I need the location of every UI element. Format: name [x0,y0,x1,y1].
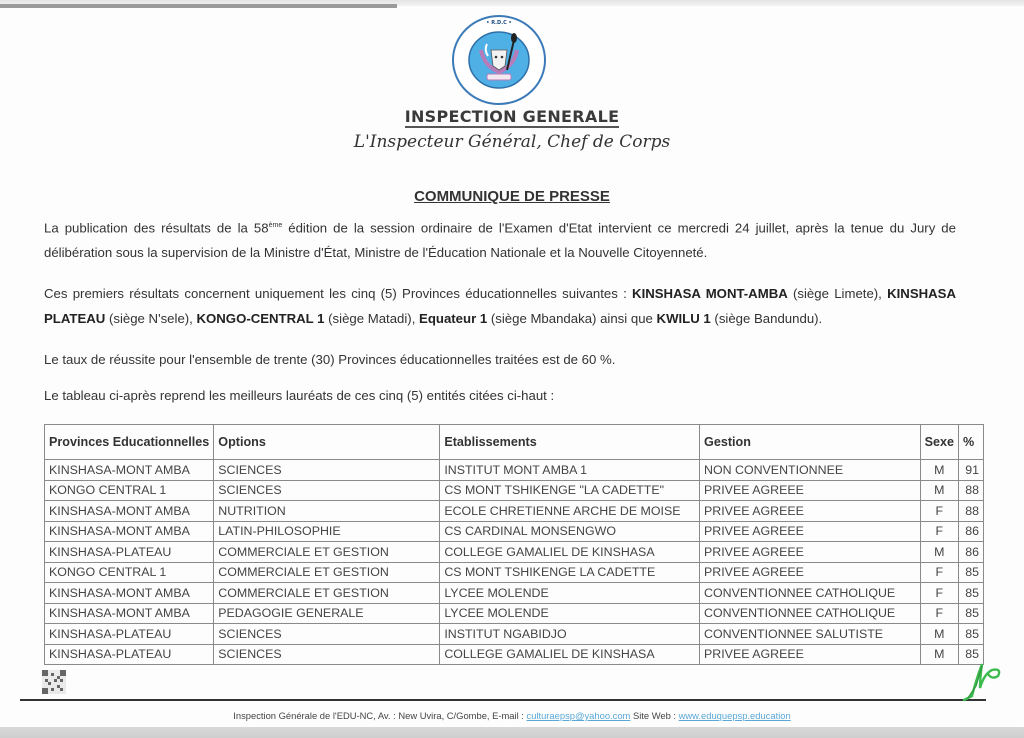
cell-etablissement: LYCEE MOLENDE [440,583,700,604]
inspection-title: INSPECTION GENERALE [404,107,620,126]
header-etablissements: Etablissements [440,425,700,460]
cell-gestion: PRIVEE AGREEE [700,644,921,665]
table-row [45,624,984,645]
cell-option: NUTRITION [214,501,440,522]
cell-sexe: M [920,460,958,481]
cell-province: KINSHASA-MONT AMBA [45,501,214,522]
footer-contact: Inspection Générale de l'EDU-NC, Av. : New Uvira, C/Gombe, E-mail : culturaepsp@yahoo.com Site Web : www.eduquepsp.education [233,710,791,721]
cell-sexe: F [920,521,958,542]
cell-sexe: M [920,542,958,563]
cell-percent: 85 [959,562,984,583]
cell-gestion: PRIVEE AGREEE [700,480,921,501]
cell-province: KINSHASA-MONT AMBA [45,583,214,604]
cell-province: KINSHASA-MONT AMBA [45,521,214,542]
cell-etablissement: COLLEGE GAMALIEL DE KINSHASA [440,542,700,563]
cell-province: KINSHASA-PLATEAU [45,644,214,665]
bottom-edge [0,727,1024,738]
table-row [45,644,984,665]
cell-etablissement: INSTITUT NGABIDJO [440,624,700,645]
cell-province: KINSHASA-MONT AMBA [45,460,214,481]
footer-divider [20,699,986,701]
cell-percent: 91 [959,460,984,481]
cell-percent: 88 [959,480,984,501]
website-link[interactable]: www.eduquepsp.education [678,710,791,721]
cell-etablissement: CS CARDINAL MONSENGWO [440,521,700,542]
cell-province: KONGO CENTRAL 1 [45,562,214,583]
cell-option: SCIENCES [214,644,440,665]
press-release-title: COMMUNIQUE DE PRESSE [414,188,610,205]
svg-text:• R.D.C •: • R.D.C • [486,20,512,26]
cell-option: COMMERCIALE ET GESTION [214,542,440,563]
cell-province: KINSHASA-PLATEAU [45,542,214,563]
paragraph-success-rate: Le taux de réussite pour l'ensemble de trente (30) Provinces éducationnelles traitées est de 60 %. [44,352,616,367]
cell-percent: 85 [959,603,984,624]
cell-sexe: F [920,583,958,604]
table-header-row [45,425,984,460]
email-link[interactable]: culturaepsp@yahoo.com [526,710,631,721]
cell-option: COMMERCIALE ET GESTION [214,562,440,583]
paragraph-publication: La publication des résultats de la 58ème édition de la session ordinaire de l'Examen d'Etat intervient ce mercredi 24 juillet, après la tenue du Jury de délibération sous la supervision de la Ministre d'État, Ministre de l'Éducation Nationale et la Nouvelle Citoyenneté. [44,220,956,261]
inspector-subtitle: L'Inspecteur Général, Chef de Corps [353,132,671,152]
table-row [45,521,984,542]
cell-province: KINSHASA-PLATEAU [45,624,214,645]
cell-etablissement: CS MONT TSHIKENGE "LA CADETTE" [440,480,700,501]
laureates-table [44,424,984,665]
cell-option: SCIENCES [214,480,440,501]
qr-code-icon [42,670,66,694]
cell-gestion: PRIVEE AGREEE [700,501,921,522]
table-row [45,603,984,624]
cell-option: LATIN-PHILOSOPHIE [214,521,440,542]
paragraph-provinces: Ces premiers résultats concernent uniquement les cinq (5) Provinces éducationnelles suivantes : KINSHASA MONT-AMBA (siège Limete), KINSHASA PLATEAU (siège N'sele), KONGO-CENTRAL 1 (siège Matadi), Equateur 1 (siège Mbandaka) ainsi que KWILU 1 (siège Bandundu). [44,286,956,326]
top-edge [0,0,1024,6]
paragraph-table-intro: Le tableau ci-après reprend les meilleurs lauréats de ces cinq (5) entités citées ci-haut : [44,388,555,403]
header-provinces: Provinces Educationnelles [45,425,214,460]
table-row [45,480,984,501]
cell-gestion: PRIVEE AGREEE [700,521,921,542]
cell-sexe: M [920,644,958,665]
cell-gestion: CONVENTIONNEE SALUTISTE [700,624,921,645]
cell-sexe: M [920,624,958,645]
cell-gestion: CONVENTIONNEE CATHOLIQUE [700,583,921,604]
table-row [45,583,984,604]
cell-percent: 85 [959,583,984,604]
header-percent: % [959,425,984,460]
cell-sexe: F [920,562,958,583]
cell-gestion: CONVENTIONNEE CATHOLIQUE [700,603,921,624]
cell-gestion: PRIVEE AGREEE [700,542,921,563]
cell-etablissement: INSTITUT MONT AMBA 1 [440,460,700,481]
cell-option: PEDAGOGIE GENERALE [214,603,440,624]
cell-percent: 86 [959,521,984,542]
table-row [45,562,984,583]
cell-etablissement: ECOLE CHRETIENNE ARCHE DE MOISE [440,501,700,522]
cell-etablissement: COLLEGE GAMALIEL DE KINSHASA [440,644,700,665]
table-row [45,460,984,481]
table-row [45,542,984,563]
cell-percent: 86 [959,542,984,563]
header-gestion: Gestion [700,425,921,460]
cell-percent: 85 [959,644,984,665]
cell-etablissement: CS MONT TSHIKENGE LA CADETTE [440,562,700,583]
ministry-seal-logo [451,14,547,106]
cell-sexe: F [920,501,958,522]
cell-option: SCIENCES [214,460,440,481]
table-row [45,501,984,522]
header-sexe: Sexe [920,425,958,460]
cell-option: SCIENCES [214,624,440,645]
handwritten-signature [958,656,1008,704]
cell-sexe: M [920,480,958,501]
cell-province: KINSHASA-MONT AMBA [45,603,214,624]
cell-gestion: PRIVEE AGREEE [700,562,921,583]
cell-etablissement: LYCEE MOLENDE [440,603,700,624]
cell-gestion: NON CONVENTIONNEE [700,460,921,481]
cell-percent: 85 [959,624,984,645]
header-options: Options [214,425,440,460]
cell-option: COMMERCIALE ET GESTION [214,583,440,604]
cell-percent: 88 [959,501,984,522]
cell-sexe: F [920,603,958,624]
cell-province: KONGO CENTRAL 1 [45,480,214,501]
